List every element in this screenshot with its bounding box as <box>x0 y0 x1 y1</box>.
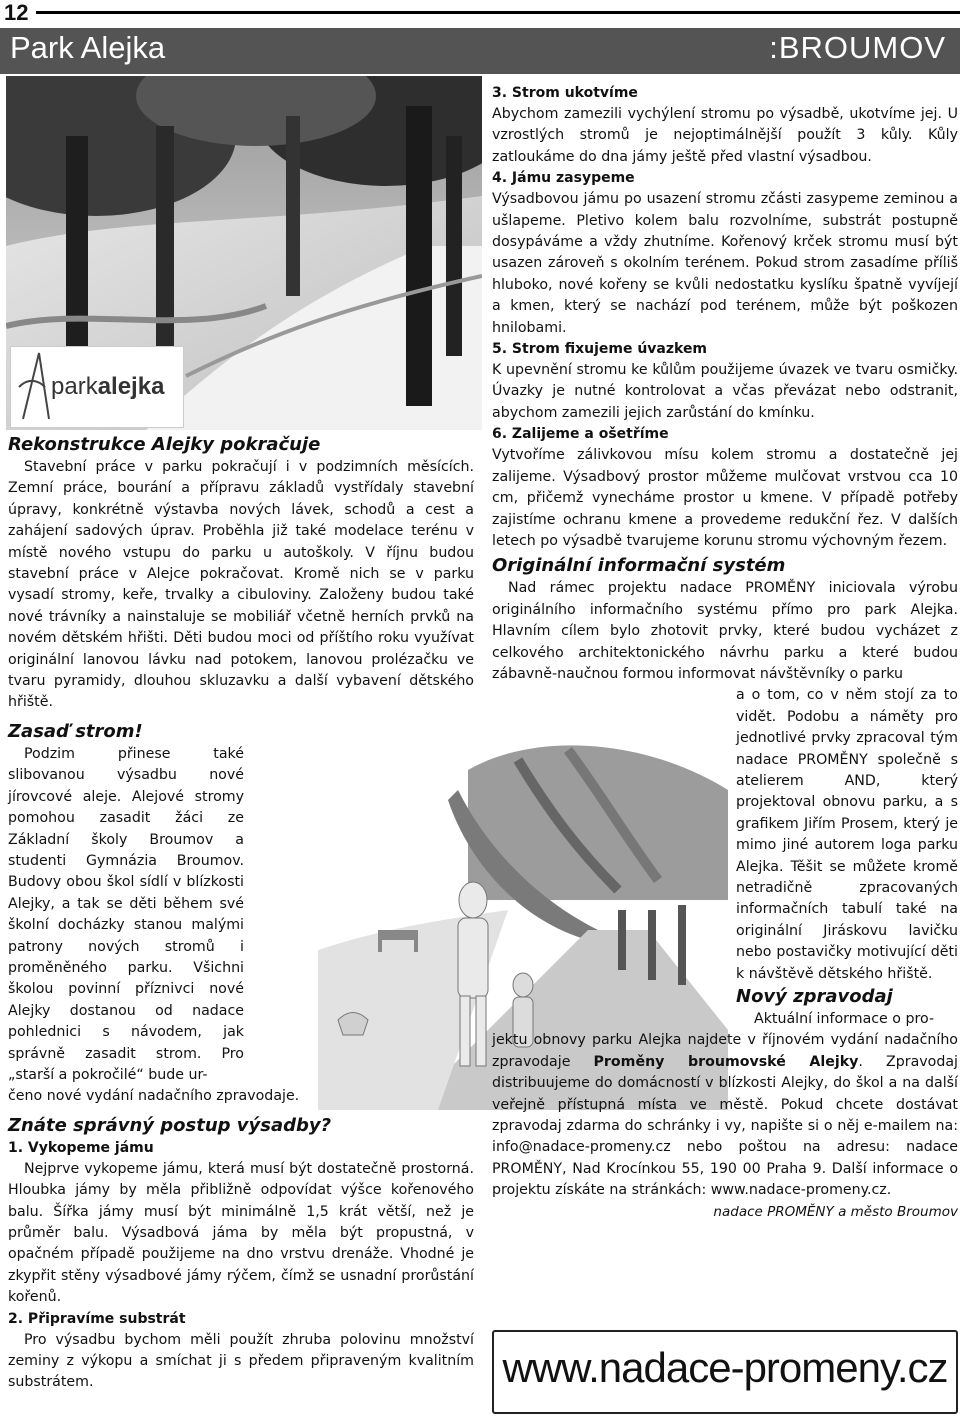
heading-rekonstrukce: Rekonstrukce Alejky pokračuje <box>8 434 321 455</box>
article-postup-pokracovani <box>492 83 958 1223</box>
step-3-heading: 3. Strom ukotvíme <box>492 85 638 101</box>
banner-section-label: :BROUMOV <box>769 30 946 65</box>
step-2-heading: 2. Připravíme substrát <box>8 1310 186 1327</box>
top-rule <box>36 11 960 14</box>
step-4-text: Výsadbovou jámu po usazení stromu zčásti zasypeme zeminou a ušlapeme. Pletivo kolem balu rozvolníme, substrát postupně dosypáváme a vždy zhutníme. Kořenový krček stromu musí být usazen zároveň s okolním terénem. Pokud strom zasadíme příliš hluboko, nové kořeny se kvůli nedostatku kyslíku špatně vyvíjejí a kmen, který se nachází pod terénem, může být poškozen hnilobami. <box>492 191 958 336</box>
step-1-heading: 1. Vykopeme jámu <box>8 1139 154 1156</box>
step-6-heading: 6. Zalijeme a ošetříme <box>492 426 669 443</box>
article-signature: nadace PROMĚNY a město Broumov <box>713 1203 958 1220</box>
heading-novy-zpravodaj: Nový zpravodaj <box>736 986 893 1008</box>
website-url-box[interactable] <box>492 1330 958 1414</box>
website-url[interactable]: www.nadace-promeny.cz <box>502 1344 948 1391</box>
step-3-text: Abychom zamezili vychýlení stromu po výsadbě, ukotvíme jej. U vzrostlých stromů je nejoptimálnější použít 3 kůly. Kůly zatloukáme do dna jámy ještě před vlastní výsadbou. <box>492 106 958 165</box>
step-2-text: Pro výsadbu bychom měli použít zhruba polovinu množství zeminy z výkopu a smíchat ji s předem připraveným kvalitním substrátem. <box>8 1331 474 1391</box>
paragraph-zasad-strom-end: čeno nové vydání nadačního zpravodaje. <box>8 1088 300 1105</box>
step-1-text: Nejprve vykopeme jámu, která musí být dostatečně prostorná. Hloubka jámy by měla přibližně odpovídat výšce kořenového balu. Šířka jámy musí být minimálně 1,5 krát větší, než je průměr balu. Výsadbová jáma by měla být propustná, v opačném případě použijeme na dno vrstvu drenáže. Vhodné je zkypřit stěny výsadbové jámy rýčem, čímž se usnadní prorůstání kořenů. <box>8 1160 474 1306</box>
paragraph-novy-zpravodaj: jektu obnovy parku Alejka najdete v říjnovém vydání nadačního zpravodaje Proměny broumovské Alejky. Zpravodaj distribuujeme do domácností v blízkosti Alejky, do škol a na další veřejně přístupná místa ve městě. Pokud chcete dostávat zpravodaj zdarma do schránky i vy, napište si o něj e-mailem na: info@nadace-promeny.cz nebo poštou na adresu: nadace PROMĚNY, Nad Krocínkou 55, 190 00 Praha 9. Další informace o projektu získáte na stránkách: www.nadace-promeny.cz. <box>492 1032 958 1199</box>
paragraph-informacni-system-cont: a o tom, co v něm stojí za to vidět. Podobu a náměty pro jednotlivé prvky zpracoval tým nadace PROMĚNY společně s atelierem AND, který projektoval obnovu parku, a s grafikem Jiřím Prosem, který je mimo jiné autorem loga parku Alejka. Těšit se můžete kromě netradičně zpracovaných informačních tabulí také na originální Jiráskovu lavičku nebo postavičky motivující děti k návštěvě dětského hřiště. <box>736 687 958 982</box>
paragraph-rekonstrukce: Stavební práce v parku pokračují i v podzimních měsících. Zemní práce, bourání a přípravu základů vystřídaly stavební úpravy, konkrétně výstavba nových lávek, schodů a cest a zahájení sadových úprav. Proběhla již také modelace terénu v místě nového vstupu do parku u autoškoly. V říjnu budou stavební práce v Alejce pokračovat. Kromě nich se v parku vysadí stromy, keře, trvalky a cibuloviny. Založeny budou také nové trávníky a nainstaluje se mobiliář včetně herních prvků na novém dětském hřišti. Děti budou moci od příštího roku využívat originální lanovou lávku nad potokem, lanovou prolézačku ve tvaru pyramidy, dlouhou skluzavku a další vybavení dětského hřiště. <box>8 459 474 711</box>
banner-title: Park Alejka <box>10 30 166 65</box>
heading-zasad-strom: Zasaď strom! <box>8 720 143 742</box>
step-5-text: K upevnění stromu ke kůlům použijeme úvazek ve tvaru osmičky. Úvazky je nutné kontrolovat a včas převázat nebo odstranit, abychom zamezili jejich zarůstání do kmínku. <box>492 362 958 421</box>
logo-wordmark: parkalejka <box>51 373 165 400</box>
heading-postup-vysadby: Znáte správný postup výsadby? <box>8 1114 332 1136</box>
park-alejka-logo <box>10 346 184 428</box>
heading-informacni-system: Originální informační systém <box>492 555 786 577</box>
step-6-text: Vytvoříme zálivkovou mísu kolem stromu a dostatečně jej zalijeme. Výsadbový prostor můžeme mulčovat vrstvou cca 10 cm, přičemž vynecháme prostor u kmene. V případě potřeby zajistíme ochranu kmene a provedeme redukční řez. V dalších letech po výsadbě tvarujeme korunu stromu výchovným řezem. <box>492 447 958 549</box>
page-number: 12 <box>4 0 29 25</box>
step-4-heading: 4. Jámu zasypeme <box>492 170 635 187</box>
step-5-heading: 5. Strom fixujeme úvazkem <box>492 341 708 358</box>
paragraph-informacni-system: Nad rámec projektu nadace PROMĚNY iniciovala výrobu originálního informačního systému přímo pro park Alejka. Hlavním cílem bylo zhotovit prvky, které budou vycházet z celkového architektonického návrhu parku a které budou zábavně-naučnou formou informovat návštěvníky o parku <box>492 580 958 682</box>
paragraph-novy-zpravodaj-start: Aktuální informace o pro- <box>754 1011 935 1028</box>
logo-mark-icon <box>15 347 55 427</box>
paragraph-zasad-strom: Podzim přinese také slibovanou výsadbu nové jírovcové aleje. Alejové stromy pomohou zasadit žáci ze Základní školy Broumov a studenti Gymnázia Broumov. Budovy obou škol sídlí v blízkosti Alejky, a tak se děti během své školní docházky stanou malými patrony nových stromů i proměněného parku. Všichni školou povinní příznivci nové Alejky dostanou od nadace pohlednici s návodem, jak správně zasadit strom. Pro „starší a pokročilé“ bude ur- <box>8 745 244 1083</box>
